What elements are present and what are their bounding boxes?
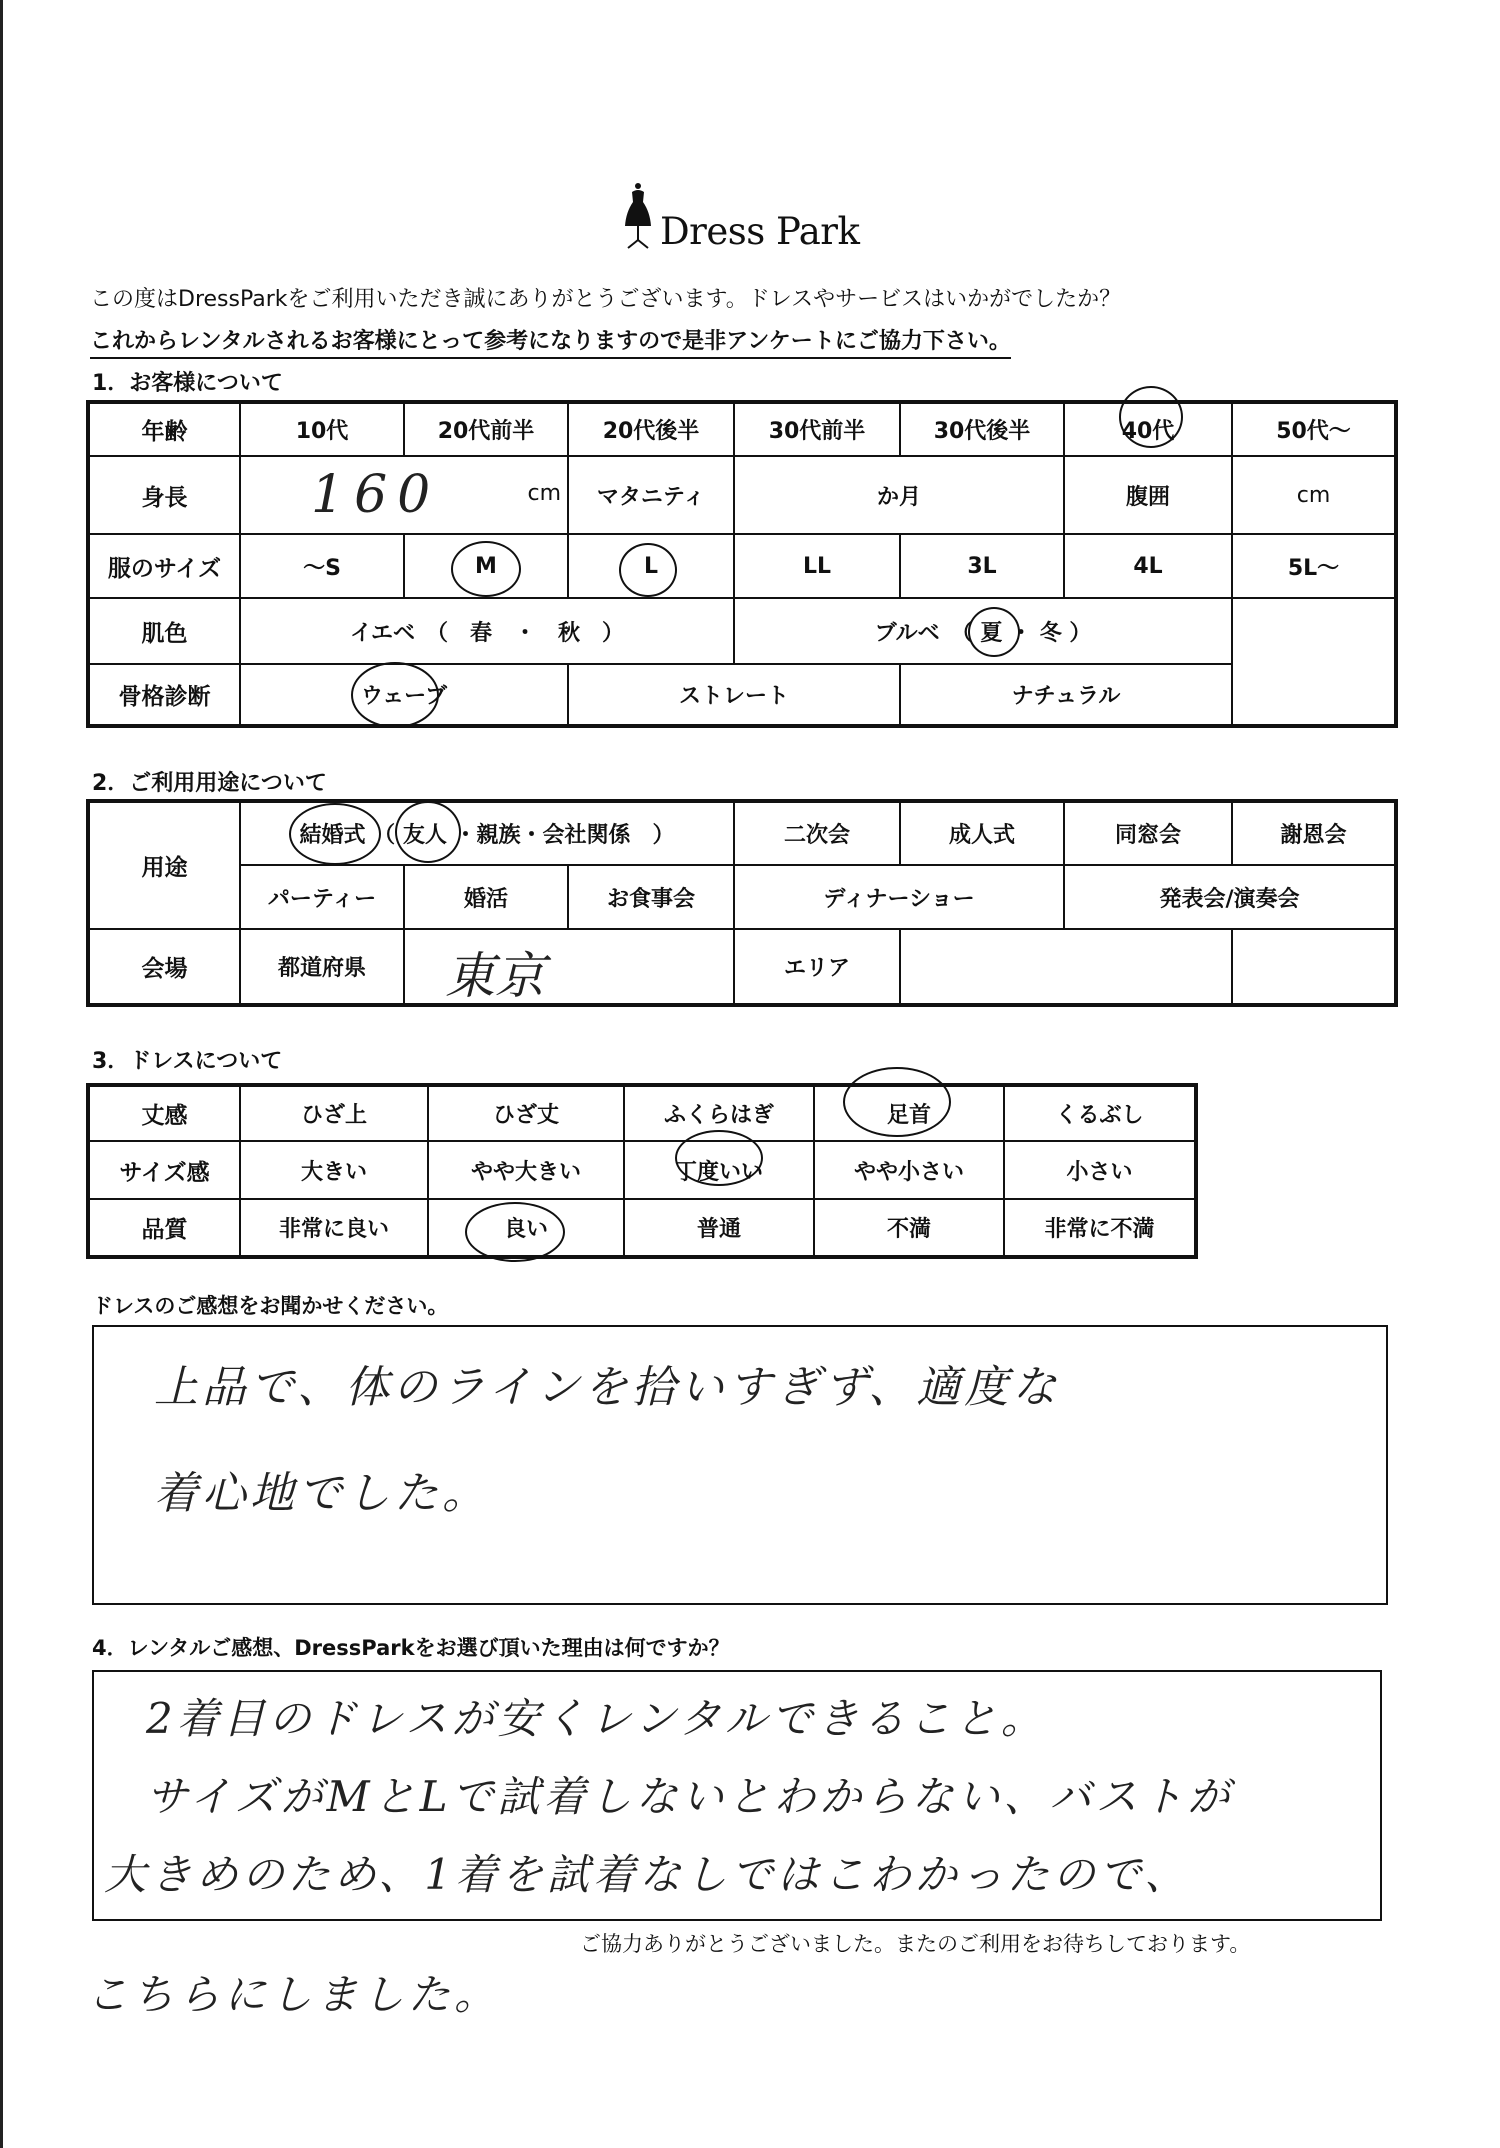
comments-box[interactable] <box>92 1325 1388 1605</box>
length-option-label: 足首 <box>886 1103 931 1128</box>
skeleton-option[interactable]: ナチュラル <box>900 664 1232 726</box>
wedding-selected[interactable] <box>299 823 373 848</box>
height-row <box>88 456 1396 534</box>
blue-base-separator: ・ <box>1010 620 1033 646</box>
wedding-option[interactable] <box>240 801 734 865</box>
purpose-option[interactable]: 二次会 <box>734 801 900 865</box>
size-option[interactable]: 3L <box>900 534 1064 598</box>
length-row <box>88 1085 1196 1141</box>
skeleton-option-label-wrap <box>361 684 447 709</box>
reason-line: 2着目のドレスが安くレンタルできること。 <box>146 1694 1047 1743</box>
empty-cell <box>1232 598 1396 664</box>
customer-table <box>86 400 1398 728</box>
maternity-unit: か月 <box>876 484 921 510</box>
intro-request-text: これからレンタルされるお客様にとって参考になりますので是非アンケートにご協力下さい。 <box>90 324 1011 359</box>
quality-option-selected[interactable] <box>428 1199 624 1257</box>
quality-option[interactable]: 普通 <box>624 1199 814 1257</box>
dress-table <box>86 1083 1198 1259</box>
empty-cell <box>1232 929 1396 1005</box>
age-option[interactable]: 30代後半 <box>900 402 1064 456</box>
blue-base-suffix: ） <box>1069 620 1092 646</box>
section3-title: 3．ドレスについて <box>92 1049 283 1074</box>
length-label: 丈感 <box>88 1085 240 1141</box>
wedding-paren: （ <box>373 823 396 848</box>
age-option[interactable]: 50代～ <box>1232 402 1396 456</box>
quality-option-label: 良い <box>503 1217 548 1242</box>
height-field[interactable] <box>240 456 568 534</box>
skeleton-row <box>88 664 1396 726</box>
height-value: 160 <box>311 465 441 525</box>
wedding-friend-label: 友人 <box>402 823 447 848</box>
purpose-option[interactable]: ディナーショー <box>734 865 1064 929</box>
skeleton-option[interactable]: ストレート <box>568 664 900 726</box>
fit-option-selected[interactable] <box>624 1141 814 1199</box>
reason-line-continued: こちらにしました。 <box>86 1970 501 2019</box>
quality-row <box>88 1199 1196 1257</box>
thanks-footer: ご協力ありがとうございました。またのご利用をお待ちしております。 <box>580 1932 1251 1956</box>
venue-label: 会場 <box>88 929 240 1005</box>
skeleton-option-label: ウェーブ <box>360 684 448 709</box>
fit-option-label: 丁度いい <box>674 1159 763 1185</box>
size-label: 服のサイズ <box>88 534 240 598</box>
venue-row <box>88 929 1396 1005</box>
blue-base-prefix: ブルベ （ <box>874 620 973 646</box>
area-label: エリア <box>734 929 900 1005</box>
usage-row2 <box>88 865 1396 929</box>
age-option[interactable]: 20代前半 <box>404 402 568 456</box>
blue-base-summer-label: 夏 <box>980 620 1003 646</box>
waist-label: 腹囲 <box>1064 456 1232 534</box>
purpose-option[interactable]: お食事会 <box>568 865 734 929</box>
wedding-rest: ・親族・会社関係 ） <box>454 823 675 848</box>
height-label: 身長 <box>88 456 240 534</box>
quality-option[interactable]: 非常に不満 <box>1004 1199 1196 1257</box>
section1-title: 1．お客様について <box>92 371 283 396</box>
height-unit: cm <box>527 481 561 506</box>
purpose-option[interactable]: 婚活 <box>404 865 568 929</box>
blue-base-summer[interactable] <box>980 621 1010 646</box>
area-field[interactable] <box>900 929 1232 1005</box>
skin-row <box>88 598 1396 664</box>
age-row <box>88 402 1396 456</box>
comments-prompt: ドレスのご感想をお聞かせください。 <box>92 1294 449 1318</box>
size-option-selected[interactable] <box>404 534 568 598</box>
fit-row <box>88 1141 1196 1199</box>
skin-label: 肌色 <box>88 598 240 664</box>
length-option[interactable]: ひざ上 <box>240 1085 428 1141</box>
length-option[interactable]: ふくらはぎ <box>624 1085 814 1141</box>
age-option[interactable]: 20代後半 <box>568 402 734 456</box>
length-option[interactable]: くるぶし <box>1004 1085 1196 1141</box>
intro-text: この度はDressParkをご利用いただき誠にありがとうございます。ドレスやサービスはいかがでしたか？ <box>90 287 1122 312</box>
reason-line: 大きめのため、1着を試着なしではこわかったので、 <box>104 1850 1191 1899</box>
fit-label: サイズ感 <box>88 1141 240 1199</box>
blue-base-option[interactable] <box>734 598 1232 664</box>
age-label: 年齢 <box>88 402 240 456</box>
size-option[interactable]: 5L～ <box>1232 534 1396 598</box>
waist-field[interactable] <box>1232 456 1396 534</box>
fit-option[interactable]: やや大きい <box>428 1141 624 1199</box>
reason-box[interactable] <box>92 1670 1382 1921</box>
usage-row1 <box>88 801 1396 865</box>
section2-title: 2．ご利用用途について <box>92 771 327 796</box>
prefecture-label: 都道府県 <box>240 929 404 1005</box>
quality-option[interactable]: 非常に良い <box>240 1199 428 1257</box>
blue-base-winter[interactable]: 冬 <box>1039 620 1062 646</box>
size-row <box>88 534 1396 598</box>
fit-option[interactable]: 小さい <box>1004 1141 1196 1199</box>
length-option-selected[interactable] <box>814 1085 1004 1141</box>
quality-option[interactable]: 不満 <box>814 1199 1004 1257</box>
quality-label: 品質 <box>88 1199 240 1257</box>
purpose-option[interactable]: 同窓会 <box>1064 801 1232 865</box>
size-option[interactable]: 4L <box>1064 534 1232 598</box>
page-edge-line <box>0 0 3 2148</box>
fit-option[interactable]: やや小さい <box>814 1141 1004 1199</box>
fit-option[interactable]: 大きい <box>240 1141 428 1199</box>
size-option-selected[interactable] <box>568 534 734 598</box>
purpose-option[interactable]: 成人式 <box>900 801 1064 865</box>
maternity-label: マタニティ <box>568 456 734 534</box>
dresspark-logo <box>620 182 860 272</box>
brand-name: Dress Park <box>660 210 860 253</box>
purpose-label: 用途 <box>88 801 240 929</box>
section4-title: 4．レンタルご感想、DressParkをお選び頂いた理由は何ですか？ <box>92 1636 730 1660</box>
comment-line: 上品で、体のラインを拾いすぎず、適度な <box>154 1362 1061 1413</box>
usage-table <box>86 799 1398 1007</box>
reason-line: サイズがMとLで試着しないとわからない、バストが <box>146 1772 1234 1821</box>
size-option[interactable]: LL <box>734 534 900 598</box>
wedding-label: 結婚式 <box>299 823 366 848</box>
purpose-option[interactable]: パーティー <box>240 865 404 929</box>
size-option[interactable]: ～S <box>240 534 404 598</box>
age-option-selected[interactable] <box>1064 402 1232 456</box>
skeleton-label: 骨格診断 <box>88 664 240 726</box>
age-option-label: 40代 <box>1121 419 1175 444</box>
waist-unit: cm <box>1296 482 1331 508</box>
age-option[interactable]: 10代 <box>240 402 404 456</box>
empty-cell <box>1232 664 1396 726</box>
yellow-base-option[interactable]: イエベ （ 春 ・ 秋 ） <box>240 598 734 664</box>
wedding-friend-selected[interactable] <box>403 823 455 848</box>
prefecture-value: 東京 <box>445 947 545 1005</box>
prefecture-field[interactable] <box>404 929 734 1005</box>
comment-line: 着心地でした。 <box>154 1468 490 1519</box>
size-option-label: L <box>643 553 659 579</box>
purpose-option[interactable]: 発表会/演奏会 <box>1064 865 1396 929</box>
length-option[interactable]: ひざ丈 <box>428 1085 624 1141</box>
purpose-option[interactable]: 謝恩会 <box>1232 801 1396 865</box>
maternity-field[interactable] <box>734 456 1064 534</box>
dress-form-icon <box>620 182 656 252</box>
age-option[interactable]: 30代前半 <box>734 402 900 456</box>
skeleton-option-selected[interactable] <box>240 664 568 726</box>
size-option-label: M <box>475 553 497 579</box>
